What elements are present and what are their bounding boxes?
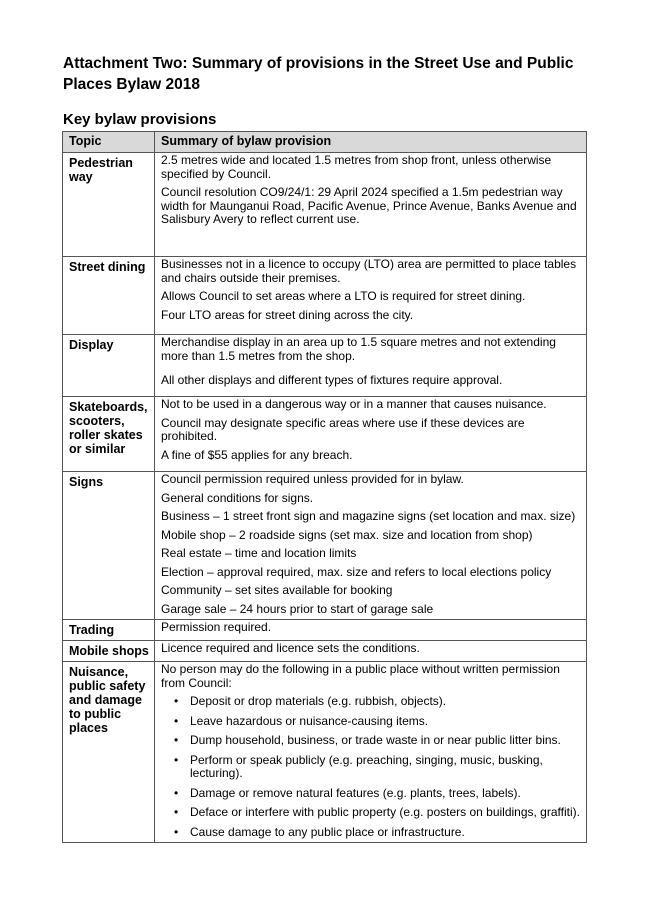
list-item xyxy=(174,806,580,820)
topic-cell: Street dining xyxy=(63,257,155,335)
provision-text: No person may do the following in a public place without written permission from Council: xyxy=(161,662,560,690)
provision-cell xyxy=(155,397,587,472)
provision-text: Not to be used in a dangerous way or in a manner that causes nuisance. xyxy=(161,397,547,411)
provision-text: All other displays and different types of fixtures require approval. xyxy=(161,373,503,387)
bullet-icon: • xyxy=(174,805,179,819)
bullet-icon: • xyxy=(174,785,179,800)
list-item-text: Deface or interfere with public property (e.g. posters on buildings, graffiti). xyxy=(190,805,580,819)
provisions-table xyxy=(62,131,587,843)
topic-cell: Skateboards, scooters, roller skates or similar xyxy=(63,397,155,472)
prohibited-actions-list xyxy=(161,695,580,839)
column-header-summary: Summary of bylaw provision xyxy=(155,132,587,153)
provision-text: Four LTO areas for street dining across the city. xyxy=(161,307,414,322)
bullet-icon: • xyxy=(174,694,179,708)
provision-text: Merchandise display in an area up to 1.5 square metres and not extending more than 1.5 metres from the shop. xyxy=(161,335,556,363)
table-row xyxy=(63,335,587,397)
provision-cell xyxy=(155,472,587,620)
provision-text: Permission required. xyxy=(161,620,272,634)
provision-cell xyxy=(155,335,587,397)
table-row xyxy=(63,641,587,662)
table-row xyxy=(63,397,587,472)
table-row xyxy=(63,662,587,843)
bullet-icon: • xyxy=(174,752,179,767)
column-header-topic: Topic xyxy=(63,132,155,153)
document-title xyxy=(63,53,593,95)
list-item-text: Dump household, business, or trade waste in or near public litter bins. xyxy=(190,733,561,747)
list-item-text: Deposit or drop materials (e.g. rubbish, objects). xyxy=(190,694,447,708)
list-item xyxy=(174,754,580,781)
provision-text: Community – set sites available for booking xyxy=(161,583,393,597)
provision-cell xyxy=(155,153,587,257)
provision-text: Real estate – time and location limits xyxy=(161,546,357,560)
provision-text: 2.5 metres wide and located 1.5 metres from shop front, unless otherwise specified by Council. xyxy=(161,153,552,181)
topic-cell: Display xyxy=(63,335,155,397)
provision-text: General conditions for signs. xyxy=(161,490,314,505)
title-line-2: Places Bylaw 2018 xyxy=(63,76,201,93)
topic-cell: Pedestrian way xyxy=(63,153,155,257)
provision-cell xyxy=(155,662,587,843)
list-item xyxy=(174,695,580,709)
list-item-text: Cause damage to any public place or infrastructure. xyxy=(190,824,465,839)
topic-cell: Nuisance, public safety and damage to public places xyxy=(63,662,155,843)
table-row xyxy=(63,153,587,257)
provision-text: Business – 1 street front sign and magazine signs (set location and max. size) xyxy=(161,509,576,523)
topic-cell: Signs xyxy=(63,472,155,620)
list-item-text: Damage or remove natural features (e.g. plants, trees, labels). xyxy=(190,785,521,800)
provision-cell xyxy=(155,257,587,335)
provision-text: Mobile shop – 2 roadside signs (set max. size and location from shop) xyxy=(161,527,533,542)
provision-text: Council permission required unless provided for in bylaw. xyxy=(161,472,464,486)
topic-cell: Mobile shops xyxy=(63,641,155,662)
provision-text: Election – approval required, max. size and refers to local elections policy xyxy=(161,564,552,579)
bullet-icon: • xyxy=(174,733,179,747)
bullet-icon: • xyxy=(174,713,179,728)
provision-text: Council resolution CO9/24/1: 29 April 2024 specified a 1.5m pedestrian way width for Maunganui Road, Pacific Avenue, Prince Avenue, Banks Avenue and Salisbury Avery to reflect current use. xyxy=(161,185,577,226)
provision-text: A fine of $55 applies for any breach. xyxy=(161,447,353,462)
list-item xyxy=(174,734,580,748)
provision-cell xyxy=(155,620,587,641)
provision-text: Garage sale – 24 hours prior to start of garage sale xyxy=(161,601,434,616)
provision-text: Businesses not in a licence to occupy (LTO) area are permitted to place tables and chairs outside their premises. xyxy=(161,257,577,285)
list-item-text: Perform or speak publicly (e.g. preaching, singing, music, busking, lecturing). xyxy=(190,752,543,780)
bullet-icon: • xyxy=(174,824,179,839)
table-row xyxy=(63,472,587,620)
list-item-text: Leave hazardous or nuisance-causing items. xyxy=(190,713,429,728)
section-heading: Key bylaw provisions xyxy=(63,111,217,128)
list-item xyxy=(174,826,580,840)
table-row xyxy=(63,620,587,641)
list-item xyxy=(174,787,580,801)
provision-text: Council may designate specific areas where use if these devices are prohibited. xyxy=(161,415,525,443)
table-header-row xyxy=(63,132,587,153)
topic-cell: Trading xyxy=(63,620,155,641)
list-item xyxy=(174,715,580,729)
title-line-1: Attachment Two: Summary of provisions in the Street Use and Public xyxy=(63,55,574,72)
provision-text: Licence required and licence sets the conditions. xyxy=(161,641,420,655)
table-row xyxy=(63,257,587,335)
provision-cell xyxy=(155,641,587,662)
provision-text: Allows Council to set areas where a LTO is required for street dining. xyxy=(161,289,526,303)
